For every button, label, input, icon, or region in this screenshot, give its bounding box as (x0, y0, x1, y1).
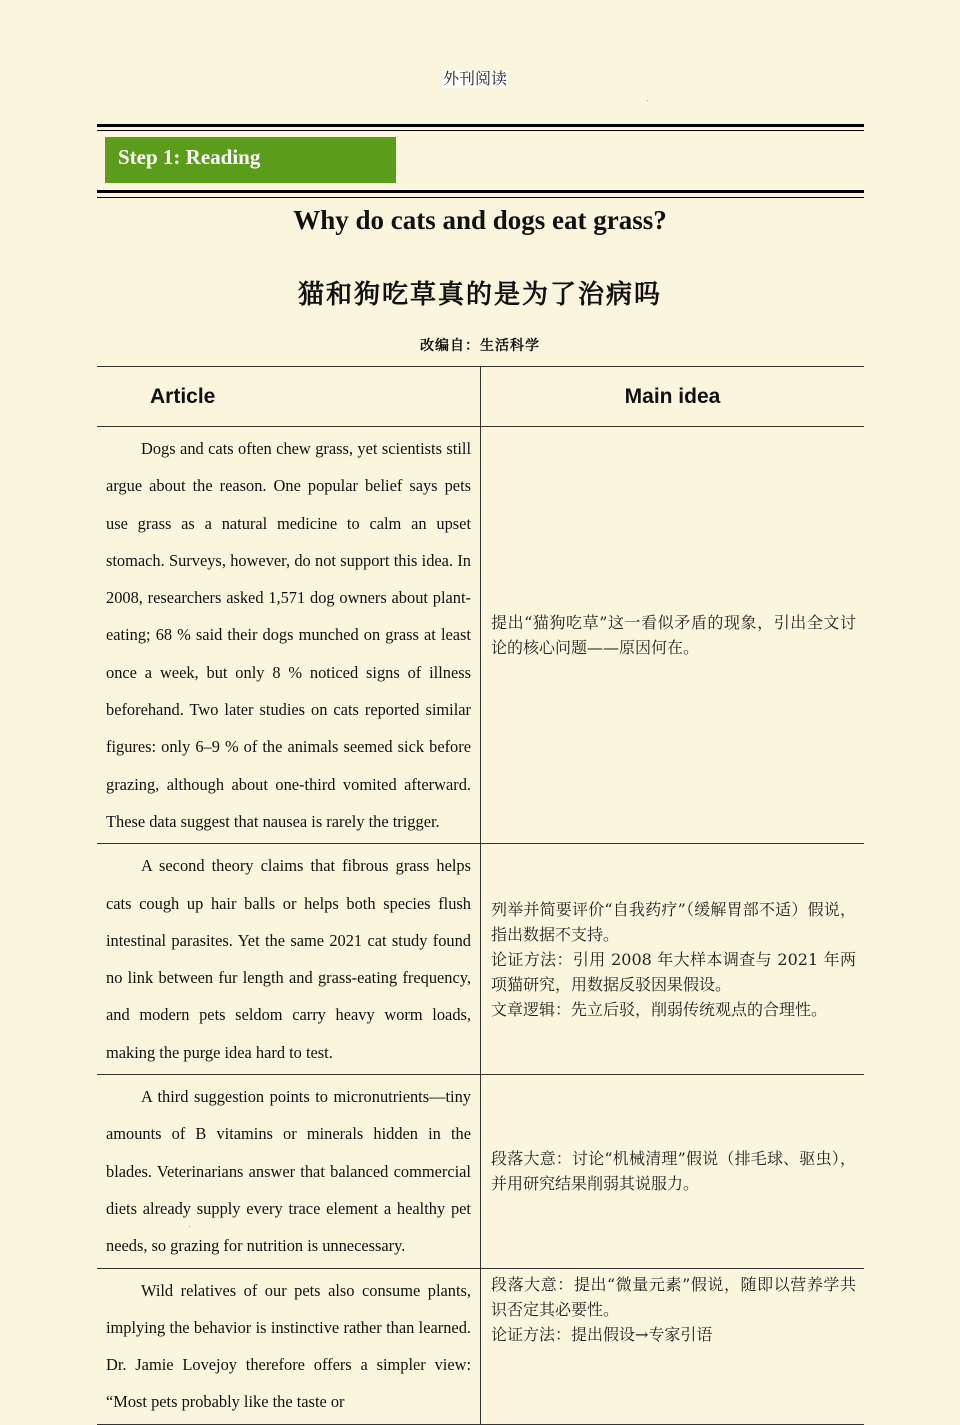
article-source: 改编自：生活科学 (420, 338, 540, 354)
table-row (97, 427, 864, 844)
article-paragraph: A second theory claims that fibrous grass helps cats cough up hair balls or helps both species flush intestinal parasites. Yet the same 2021 cat study found no link between fur length and grass-eating frequency, and modern pets seldom carry heavy worm loads, making the purge idea hard to test. (97, 844, 481, 1075)
main-idea-cell (481, 844, 865, 1075)
article-paragraph: Wild relatives of our pets also consume plants, implying the behavior is instinctive rather than learned. Dr. Jamie Lovejoy therefore offers a simpler view: “Most pets probably like the taste or (97, 1268, 481, 1424)
main-idea-text: 提出“猫狗吃草”这一看似矛盾的现象，引出全文讨论的核心问题——原因何在。 (491, 613, 856, 658)
table-header-row (97, 367, 864, 427)
header-label-text: 外刊阅读 (442, 71, 507, 88)
main-idea-cell (481, 427, 865, 844)
table-row (97, 1075, 864, 1268)
reading-table (97, 366, 864, 1412)
speck (647, 100, 648, 101)
main-idea-text: 列举并简要评价“自我药疗”（缓解胃部不适）假说，指出数据不支持。 (491, 899, 856, 944)
speck (189, 1226, 190, 1227)
header-label (0, 66, 950, 89)
top-rule-thin (97, 130, 864, 131)
main-idea-text: 论证方法：引用 2008 年大样本调查与 2021 年两项猫研究，用数据反驳因果假设。 (491, 949, 856, 994)
column-header-article: Article (97, 367, 481, 427)
main-idea-cell (481, 1075, 865, 1268)
main-idea-text: 文章逻辑：先立后驳，削弱传统观点的合理性。 (491, 999, 828, 1019)
article-paragraph: A third suggestion points to micronutrients—tiny amounts of B vitamins or minerals hidden in the blades. Veterinarians answer that balanced commercial diets already supply every trace element a healthy pet needs, so grazing for nutrition is unnecessary. (97, 1075, 481, 1268)
article-title-english: Why do cats and dogs eat grass? (293, 205, 667, 235)
bottom-rule-thick (97, 190, 864, 193)
bottom-rule-thin (97, 197, 864, 198)
main-idea-cell (481, 1268, 865, 1424)
article-paragraph: Dogs and cats often chew grass, yet scientists still argue about the reason. One popular belief says pets use grass as a natural medicine to calm an upset stomach. Surveys, however, do not support this idea. In 2008, researchers asked 1,571 dog owners about plant-eating; 68 % said their dogs munched on grass at least once a week, but only 8 % noticed signs of illness beforehand. Two later studies on cats reported similar figures: only 6–9 % of the animals seemed sick before grazing, although about one-third vomited afterward. These data suggest that nausea is rarely the trigger. (97, 427, 481, 844)
main-idea-text: 段落大意：讨论“机械清理”假说（排毛球、驱虫），并用研究结果削弱其说服力。 (491, 1149, 856, 1194)
article-title-chinese: 猫和狗吃草真的是为了治病吗 (297, 280, 662, 310)
top-rule-thick (97, 124, 864, 127)
column-header-main-idea: Main idea (481, 367, 865, 427)
table-row (97, 1268, 864, 1424)
main-idea-text: 段落大意：提出“微量元素”假说，随即以营养学共识否定其必要性。 (491, 1274, 856, 1319)
table-row (97, 844, 864, 1075)
main-idea-text: 论证方法：提出假设→专家引语 (491, 1324, 713, 1344)
step-label: Step 1: Reading (105, 137, 396, 183)
